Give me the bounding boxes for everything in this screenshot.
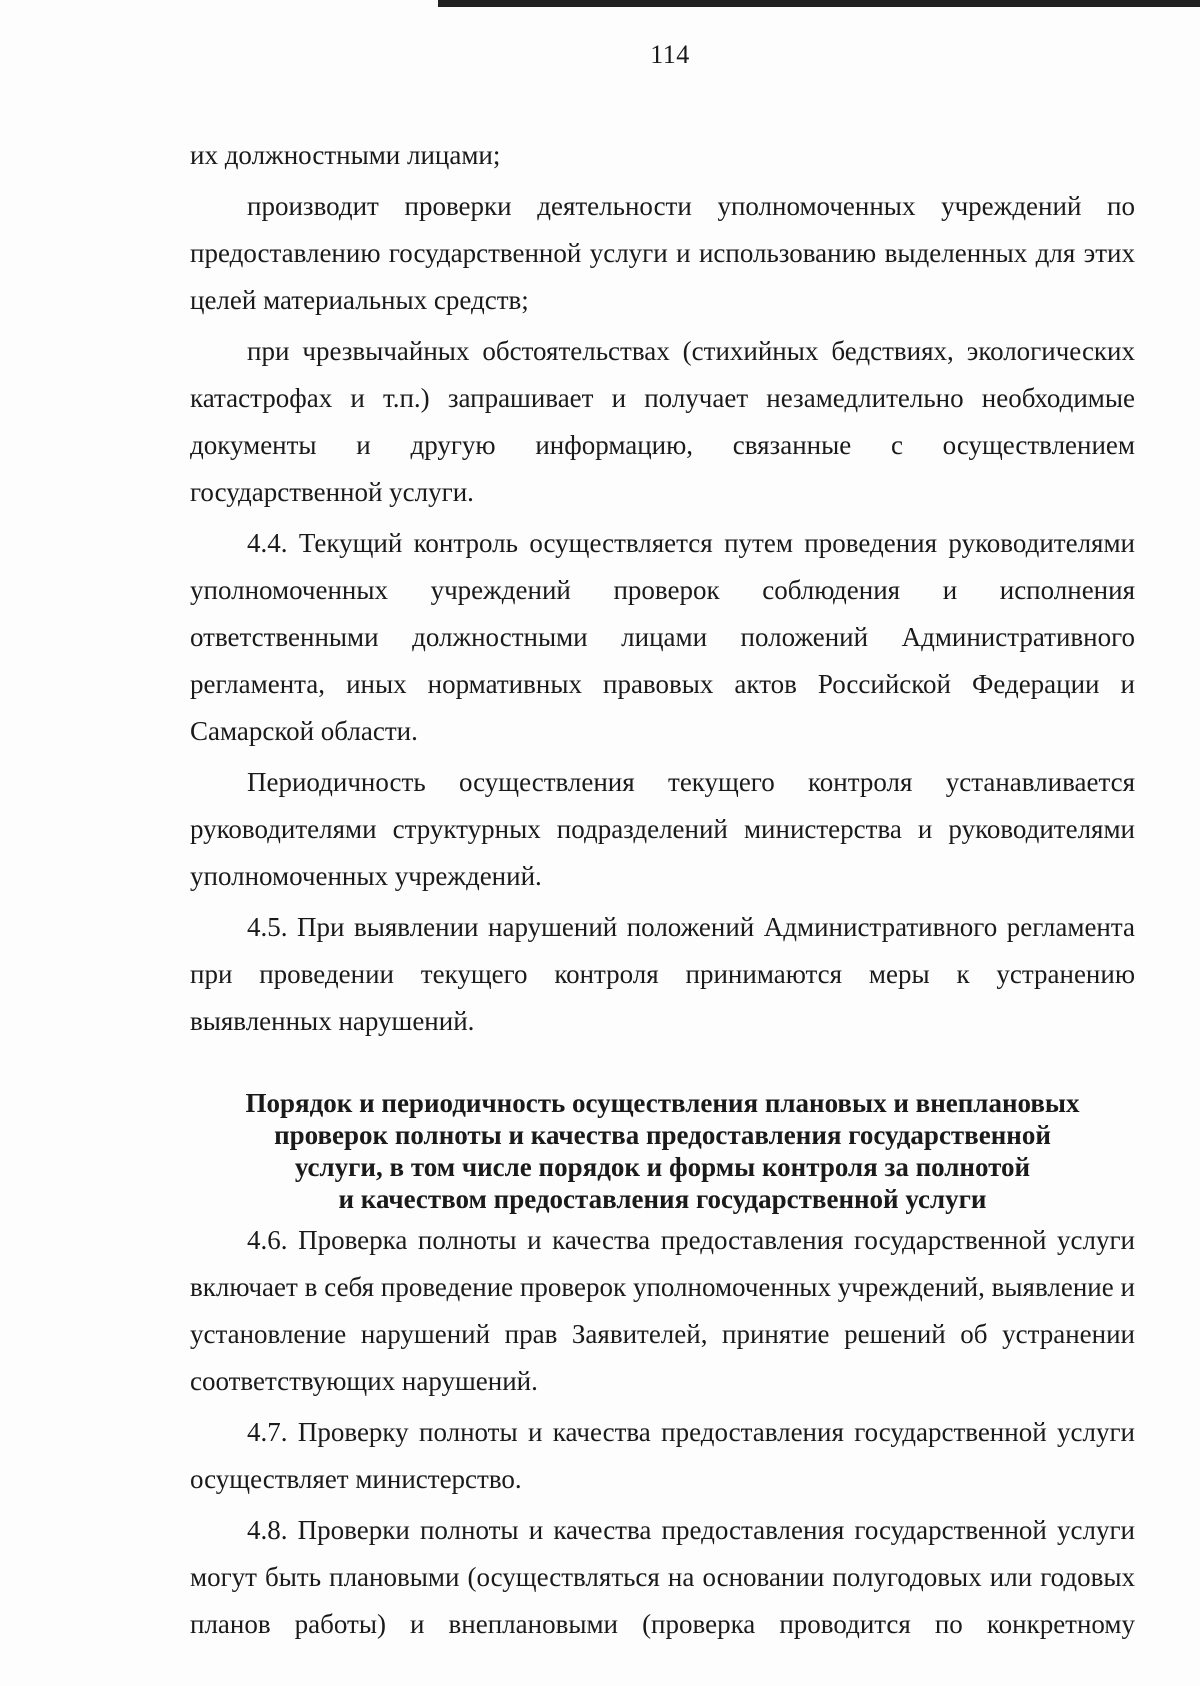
section-heading [190, 1087, 1135, 1215]
paragraph-periodicity: Периодичность осуществления текущего контроля устанавливается руководителями структурных подразделений министерства и руководителями уполномоченных учреждений. [190, 767, 1135, 891]
paragraph-4-7: 4.7. Проверку полноты и качества предоставления государственной услуги осуществляет министерство. [190, 1417, 1135, 1494]
section-heading-line: проверок полноты и качества предоставления государственной [274, 1120, 1051, 1150]
paragraph-inspections: производит проверки деятельности уполномоченных учреждений по предоставлению государственной услуги и использованию выделенных для этих целей материальных средств; [190, 191, 1135, 315]
section-heading-line: и качеством предоставления государственной услуги [338, 1184, 987, 1214]
page-number: 114 [650, 40, 690, 69]
document-body [190, 132, 1135, 1648]
paragraph-4-8: 4.8. Проверки полноты и качества предоставления государственной услуги могут быть плановыми (осуществляться на основании полугодовых или годовых планов работы) и внеплановыми (проверка проводится по конкретному [190, 1515, 1135, 1639]
scan-edge-bar [438, 0, 1200, 7]
section-heading-line: услуги, в том числе порядок и формы контроля за полнотой [294, 1152, 1031, 1182]
section-heading-line: Порядок и периодичность осуществления плановых и внеплановых [245, 1088, 1080, 1118]
paragraph-4-4: 4.4. Текущий контроль осуществляется путем проведения руководителями уполномоченных учреждений проверок соблюдения и исполнения ответственными должностными лицами положений Административного регламента, иных нормативных правовых актов Российской Федерации и Самарской области. [190, 528, 1135, 746]
paragraph-4-5: 4.5. При выявлении нарушений положений Административного регламента при проведении текущего контроля принимаются меры к устранению выявленных нарушений. [190, 912, 1135, 1036]
paragraph-continued: их должностными лицами; [190, 140, 501, 170]
paragraph-emergency: при чрезвычайных обстоятельствах (стихийных бедствиях, экологических катастрофах и т.п.) запрашивает и получает незамедлительно необходимые документы и другую информацию, связанные с осуществлением государственной услуги. [190, 336, 1135, 507]
paragraph-4-6: 4.6. Проверка полноты и качества предоставления государственной услуги включает в себя проведение проверок уполномоченных учреждений, выявление и установление нарушений прав Заявителей, принятие решений об устранении соответствующих нарушений. [190, 1225, 1135, 1396]
